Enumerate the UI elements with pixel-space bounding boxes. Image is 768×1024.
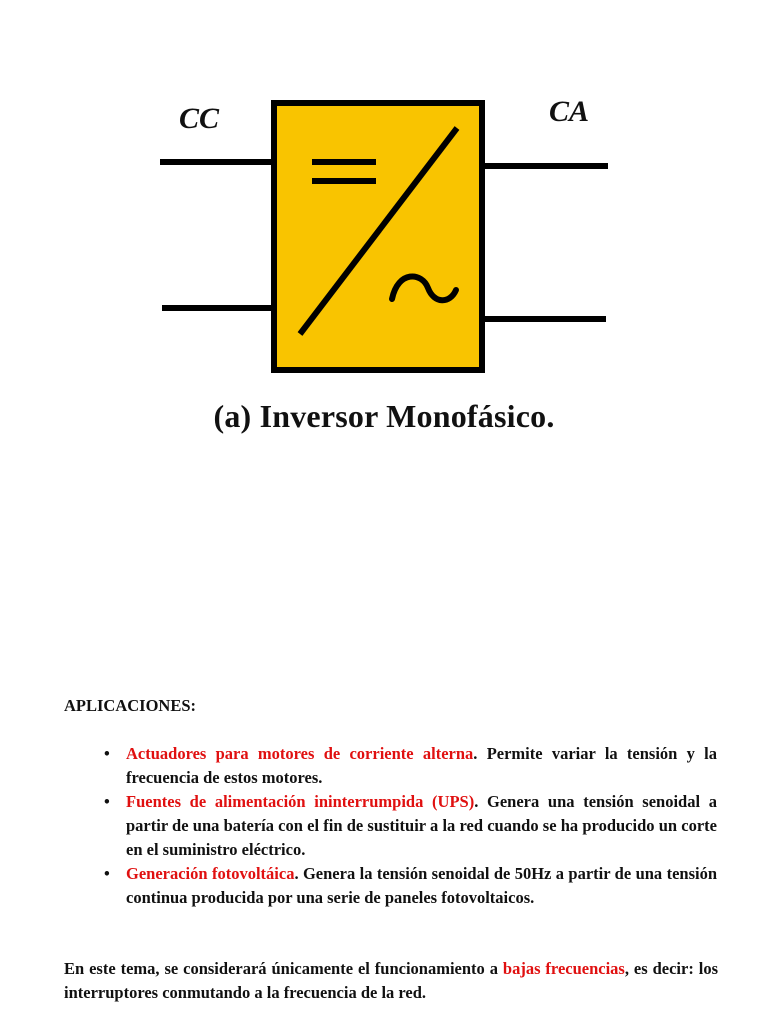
dc-symbol-bar-bottom bbox=[312, 178, 376, 184]
application-title: Actuadores para motores de corriente alterna bbox=[126, 744, 474, 763]
application-description: . Genera la tensión senoidal de 50Hz a partir de una tensión continua producida por una serie de paneles fotovoltaicos. bbox=[126, 864, 717, 907]
dc-symbol-bar-top bbox=[312, 159, 376, 165]
bullet-icon: • bbox=[104, 744, 110, 763]
application-description: . Permite variar la tensión y la frecuencia de estos motores. bbox=[126, 744, 717, 787]
list-item bbox=[102, 742, 717, 790]
applications-heading: APLICACIONES: bbox=[64, 696, 197, 715]
input-label: CC bbox=[179, 102, 220, 135]
list-item bbox=[102, 790, 717, 862]
application-description: . Genera una tensión senoidal a partir de una batería con el fin de sustituir a la red cuando se ha producido un corte en el suministro eléctrico. bbox=[126, 792, 717, 859]
figure-caption: (a) Inversor Monofásico. bbox=[213, 398, 555, 434]
application-title: Generación fotovoltáica bbox=[126, 864, 295, 883]
bullet-icon: • bbox=[104, 864, 110, 883]
paragraph-text-end: , es decir: los interruptores conmutando a la frecuencia de la red. bbox=[64, 959, 718, 1002]
scope-paragraph bbox=[64, 957, 718, 1005]
paragraph-text-start: En este tema, se considerará únicamente el funcionamiento a bbox=[64, 959, 503, 978]
list-item bbox=[102, 862, 717, 910]
output-label: CA bbox=[549, 95, 590, 128]
application-title: Fuentes de alimentación ininterrumpida (UPS) bbox=[126, 792, 475, 811]
bullet-icon: • bbox=[104, 792, 110, 811]
applications-list bbox=[102, 742, 717, 910]
inverter-diagram bbox=[0, 0, 768, 400]
paragraph-highlight: bajas frecuencias bbox=[502, 959, 625, 978]
